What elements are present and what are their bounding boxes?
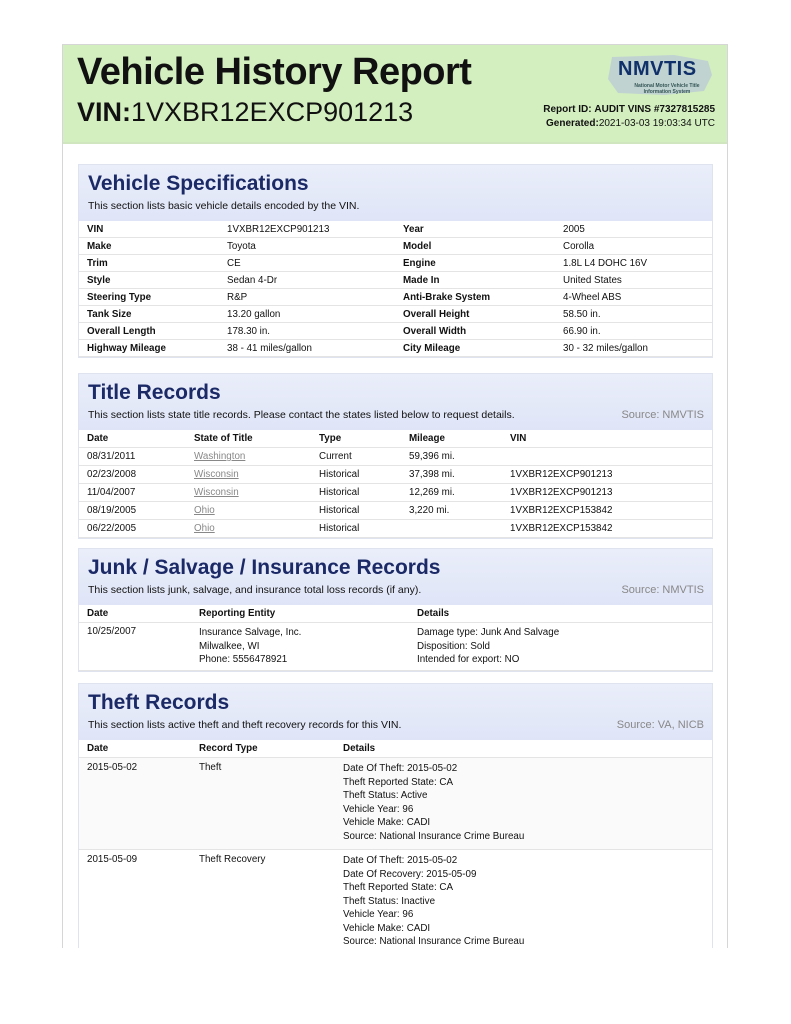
theft-section: [78, 683, 713, 948]
table-row: [79, 484, 712, 502]
header-vin: [77, 97, 413, 128]
title-vin: 1VXBR12EXCP153842: [502, 520, 712, 538]
spec-value: United States: [555, 272, 712, 289]
spec-row: [79, 289, 712, 306]
spec-row: [79, 323, 712, 340]
title-vin: 1VXBR12EXCP901213: [502, 484, 712, 502]
title-vin: [502, 448, 712, 466]
detail-line: Date Of Recovery: 2015-05-09: [343, 868, 477, 880]
title-records-section: [78, 373, 713, 539]
title-state: [186, 502, 311, 520]
junk-section: [78, 548, 713, 672]
detail-line: Source: National Insurance Crime Bureau: [343, 936, 525, 947]
section-title: Theft Records: [88, 691, 230, 714]
column-header: VIN: [502, 430, 712, 448]
spec-value: 38 - 41 miles/gallon: [219, 340, 395, 357]
table-row: [79, 502, 712, 520]
section-source: Source: NMVTIS: [621, 584, 704, 596]
entity-line: Insurance Salvage, Inc.: [199, 627, 302, 638]
detail-line: Theft Status: Inactive: [343, 895, 436, 907]
spec-key: Steering Type: [79, 289, 219, 306]
junk-entity: [191, 623, 409, 671]
table-row: [79, 850, 712, 949]
spec-value: 30 - 32 miles/gallon: [555, 340, 712, 357]
report-id: AUDIT VINS #7327815285: [594, 104, 715, 115]
column-header: Date: [79, 740, 191, 758]
spec-key: Highway Mileage: [79, 340, 219, 357]
state-link[interactable]: Wisconsin: [194, 487, 239, 498]
spec-key: Trim: [79, 255, 219, 272]
section-desc: This section lists active theft and theft recovery records for this VIN.: [88, 719, 402, 731]
section-desc: This section lists basic vehicle details encoded by the VIN.: [88, 200, 360, 212]
state-link[interactable]: Ohio: [194, 523, 215, 534]
specs-header: [79, 165, 712, 221]
theft-type: Theft Recovery: [191, 850, 335, 949]
table-row: [79, 758, 712, 850]
spec-value: Corolla: [555, 238, 712, 255]
spec-value: 1VXBR12EXCP901213: [219, 221, 395, 238]
junk-header: [79, 549, 712, 605]
generated-time: 2021-03-03 19:03:34 UTC: [598, 118, 715, 129]
title-vin: 1VXBR12EXCP153842: [502, 502, 712, 520]
spec-key: Make: [79, 238, 219, 255]
theft-type: Theft: [191, 758, 335, 850]
table-row: [79, 520, 712, 538]
column-header: Reporting Entity: [191, 605, 409, 623]
logo-subtitle: National Motor Vehicle Title Information System: [634, 83, 700, 95]
section-source: Source: NMVTIS: [621, 409, 704, 421]
detail-line: Source: National Insurance Crime Bureau: [343, 830, 525, 842]
spec-value: 66.90 in.: [555, 323, 712, 340]
detail-line: Theft Status: Active: [343, 790, 428, 801]
section-source: Source: VA, NICB: [616, 719, 704, 731]
junk-details: [409, 623, 712, 671]
title-date: 08/19/2005: [79, 502, 186, 520]
title-type: Historical: [311, 502, 401, 520]
spec-key: Model: [395, 238, 555, 255]
spec-key: Style: [79, 272, 219, 289]
detail-line: Vehicle Year: 96: [343, 909, 414, 920]
spec-row: [79, 340, 712, 357]
section-title: Title Records: [88, 381, 221, 404]
section-desc: This section lists state title records. Please contact the states listed below to request details.: [88, 409, 515, 421]
title-date: 08/31/2011: [79, 448, 186, 466]
logo-text: NMVTIS: [618, 58, 697, 80]
title-state: [186, 466, 311, 484]
spec-key: City Mileage: [395, 340, 555, 357]
theft-details: [335, 758, 712, 850]
spec-row: [79, 272, 712, 289]
spec-key: Tank Size: [79, 306, 219, 323]
detail-line: Date Of Theft: 2015-05-02: [343, 855, 458, 866]
column-header: Date: [79, 430, 186, 448]
title-mileage: 59,396 mi.: [401, 448, 502, 466]
title-mileage: 37,398 mi.: [401, 466, 502, 484]
junk-date: 10/25/2007: [79, 623, 191, 671]
section-title: Junk / Salvage / Insurance Records: [88, 556, 441, 579]
spec-key: Overall Width: [395, 323, 555, 340]
title-date: 02/23/2008: [79, 466, 186, 484]
column-header: Mileage: [401, 430, 502, 448]
spec-value: 4-Wheel ABS: [555, 289, 712, 306]
column-header: Details: [409, 605, 712, 623]
state-link[interactable]: Washington: [194, 451, 246, 462]
theft-date: 2015-05-09: [79, 850, 191, 949]
detail-line: Vehicle Make: CADI: [343, 817, 431, 828]
spec-row: [79, 221, 712, 238]
spec-value: 1.8L L4 DOHC 16V: [555, 255, 712, 272]
spec-value: 58.50 in.: [555, 306, 712, 323]
spec-key: Overall Length: [79, 323, 219, 340]
theft-header: [79, 684, 712, 740]
spec-row: [79, 255, 712, 272]
spec-key: Made In: [395, 272, 555, 289]
title-date: 06/22/2005: [79, 520, 186, 538]
report-title: Vehicle History Report: [77, 51, 472, 93]
theft-details: [335, 850, 712, 949]
title-mileage: 12,269 mi.: [401, 484, 502, 502]
spec-value: Sedan 4-Dr: [219, 272, 395, 289]
report-header: [63, 45, 727, 144]
entity-line: Milwalkee, WI: [199, 640, 260, 652]
theft-date: 2015-05-02: [79, 758, 191, 850]
detail-line: Vehicle Year: 96: [343, 803, 414, 815]
title-date: 11/04/2007: [79, 484, 186, 502]
junk-table: [79, 605, 712, 671]
report-meta: [543, 103, 715, 131]
spec-key: Overall Height: [395, 306, 555, 323]
nmvtis-logo: [604, 53, 716, 97]
column-header: Type: [311, 430, 401, 448]
detail-line: Theft Reported State: CA: [343, 882, 453, 893]
title-state: [186, 484, 311, 502]
state-link[interactable]: Ohio: [194, 505, 215, 516]
title-vin: 1VXBR12EXCP901213: [502, 466, 712, 484]
spec-value: 13.20 gallon: [219, 306, 395, 323]
spec-value: 2005: [555, 221, 712, 238]
title-mileage: 3,220 mi.: [401, 502, 502, 520]
detail-line: Date Of Theft: 2015-05-02: [343, 763, 458, 774]
column-header: State of Title: [186, 430, 311, 448]
title-records-header: [79, 374, 712, 430]
section-title: Vehicle Specifications: [88, 172, 309, 195]
spec-value: Toyota: [219, 238, 395, 255]
column-header: Date: [79, 605, 191, 623]
title-state: [186, 520, 311, 538]
report-id-label: Report ID:: [543, 104, 592, 115]
detail-line: Theft Reported State: CA: [343, 776, 453, 788]
title-type: Historical: [311, 466, 401, 484]
table-row: [79, 623, 712, 671]
detail-line: Vehicle Make: CADI: [343, 922, 431, 934]
detail-line: Disposition: Sold: [417, 640, 490, 652]
specs-section: [78, 164, 713, 358]
spec-key: Engine: [395, 255, 555, 272]
title-type: Current: [311, 448, 401, 466]
entity-line: Phone: 5556478921: [199, 654, 288, 665]
report-page: [62, 44, 728, 948]
spec-key: VIN: [79, 221, 219, 238]
title-state: [186, 448, 311, 466]
theft-table: [79, 740, 712, 948]
detail-line: Damage type: Junk And Salvage: [417, 627, 560, 638]
spec-value: CE: [219, 255, 395, 272]
generated-label: Generated:: [546, 118, 599, 129]
title-records-table: [79, 430, 712, 538]
title-type: Historical: [311, 484, 401, 502]
detail-line: Intended for export: NO: [417, 654, 520, 665]
column-header: Details: [335, 740, 712, 758]
table-row: [79, 466, 712, 484]
spec-key: Year: [395, 221, 555, 238]
column-header: Record Type: [191, 740, 335, 758]
table-row: [79, 448, 712, 466]
spec-value: 178.30 in.: [219, 323, 395, 340]
state-link[interactable]: Wisconsin: [194, 469, 239, 480]
title-mileage: [401, 520, 502, 538]
spec-value: R&P: [219, 289, 395, 306]
spec-row: [79, 238, 712, 255]
title-type: Historical: [311, 520, 401, 538]
specs-table: [79, 221, 712, 357]
vin-value: 1VXBR12EXCP901213: [131, 97, 414, 127]
vin-label: VIN:: [77, 97, 131, 127]
spec-key: Anti-Brake System: [395, 289, 555, 306]
section-desc: This section lists junk, salvage, and insurance total loss records (if any).: [88, 584, 422, 596]
spec-row: [79, 306, 712, 323]
